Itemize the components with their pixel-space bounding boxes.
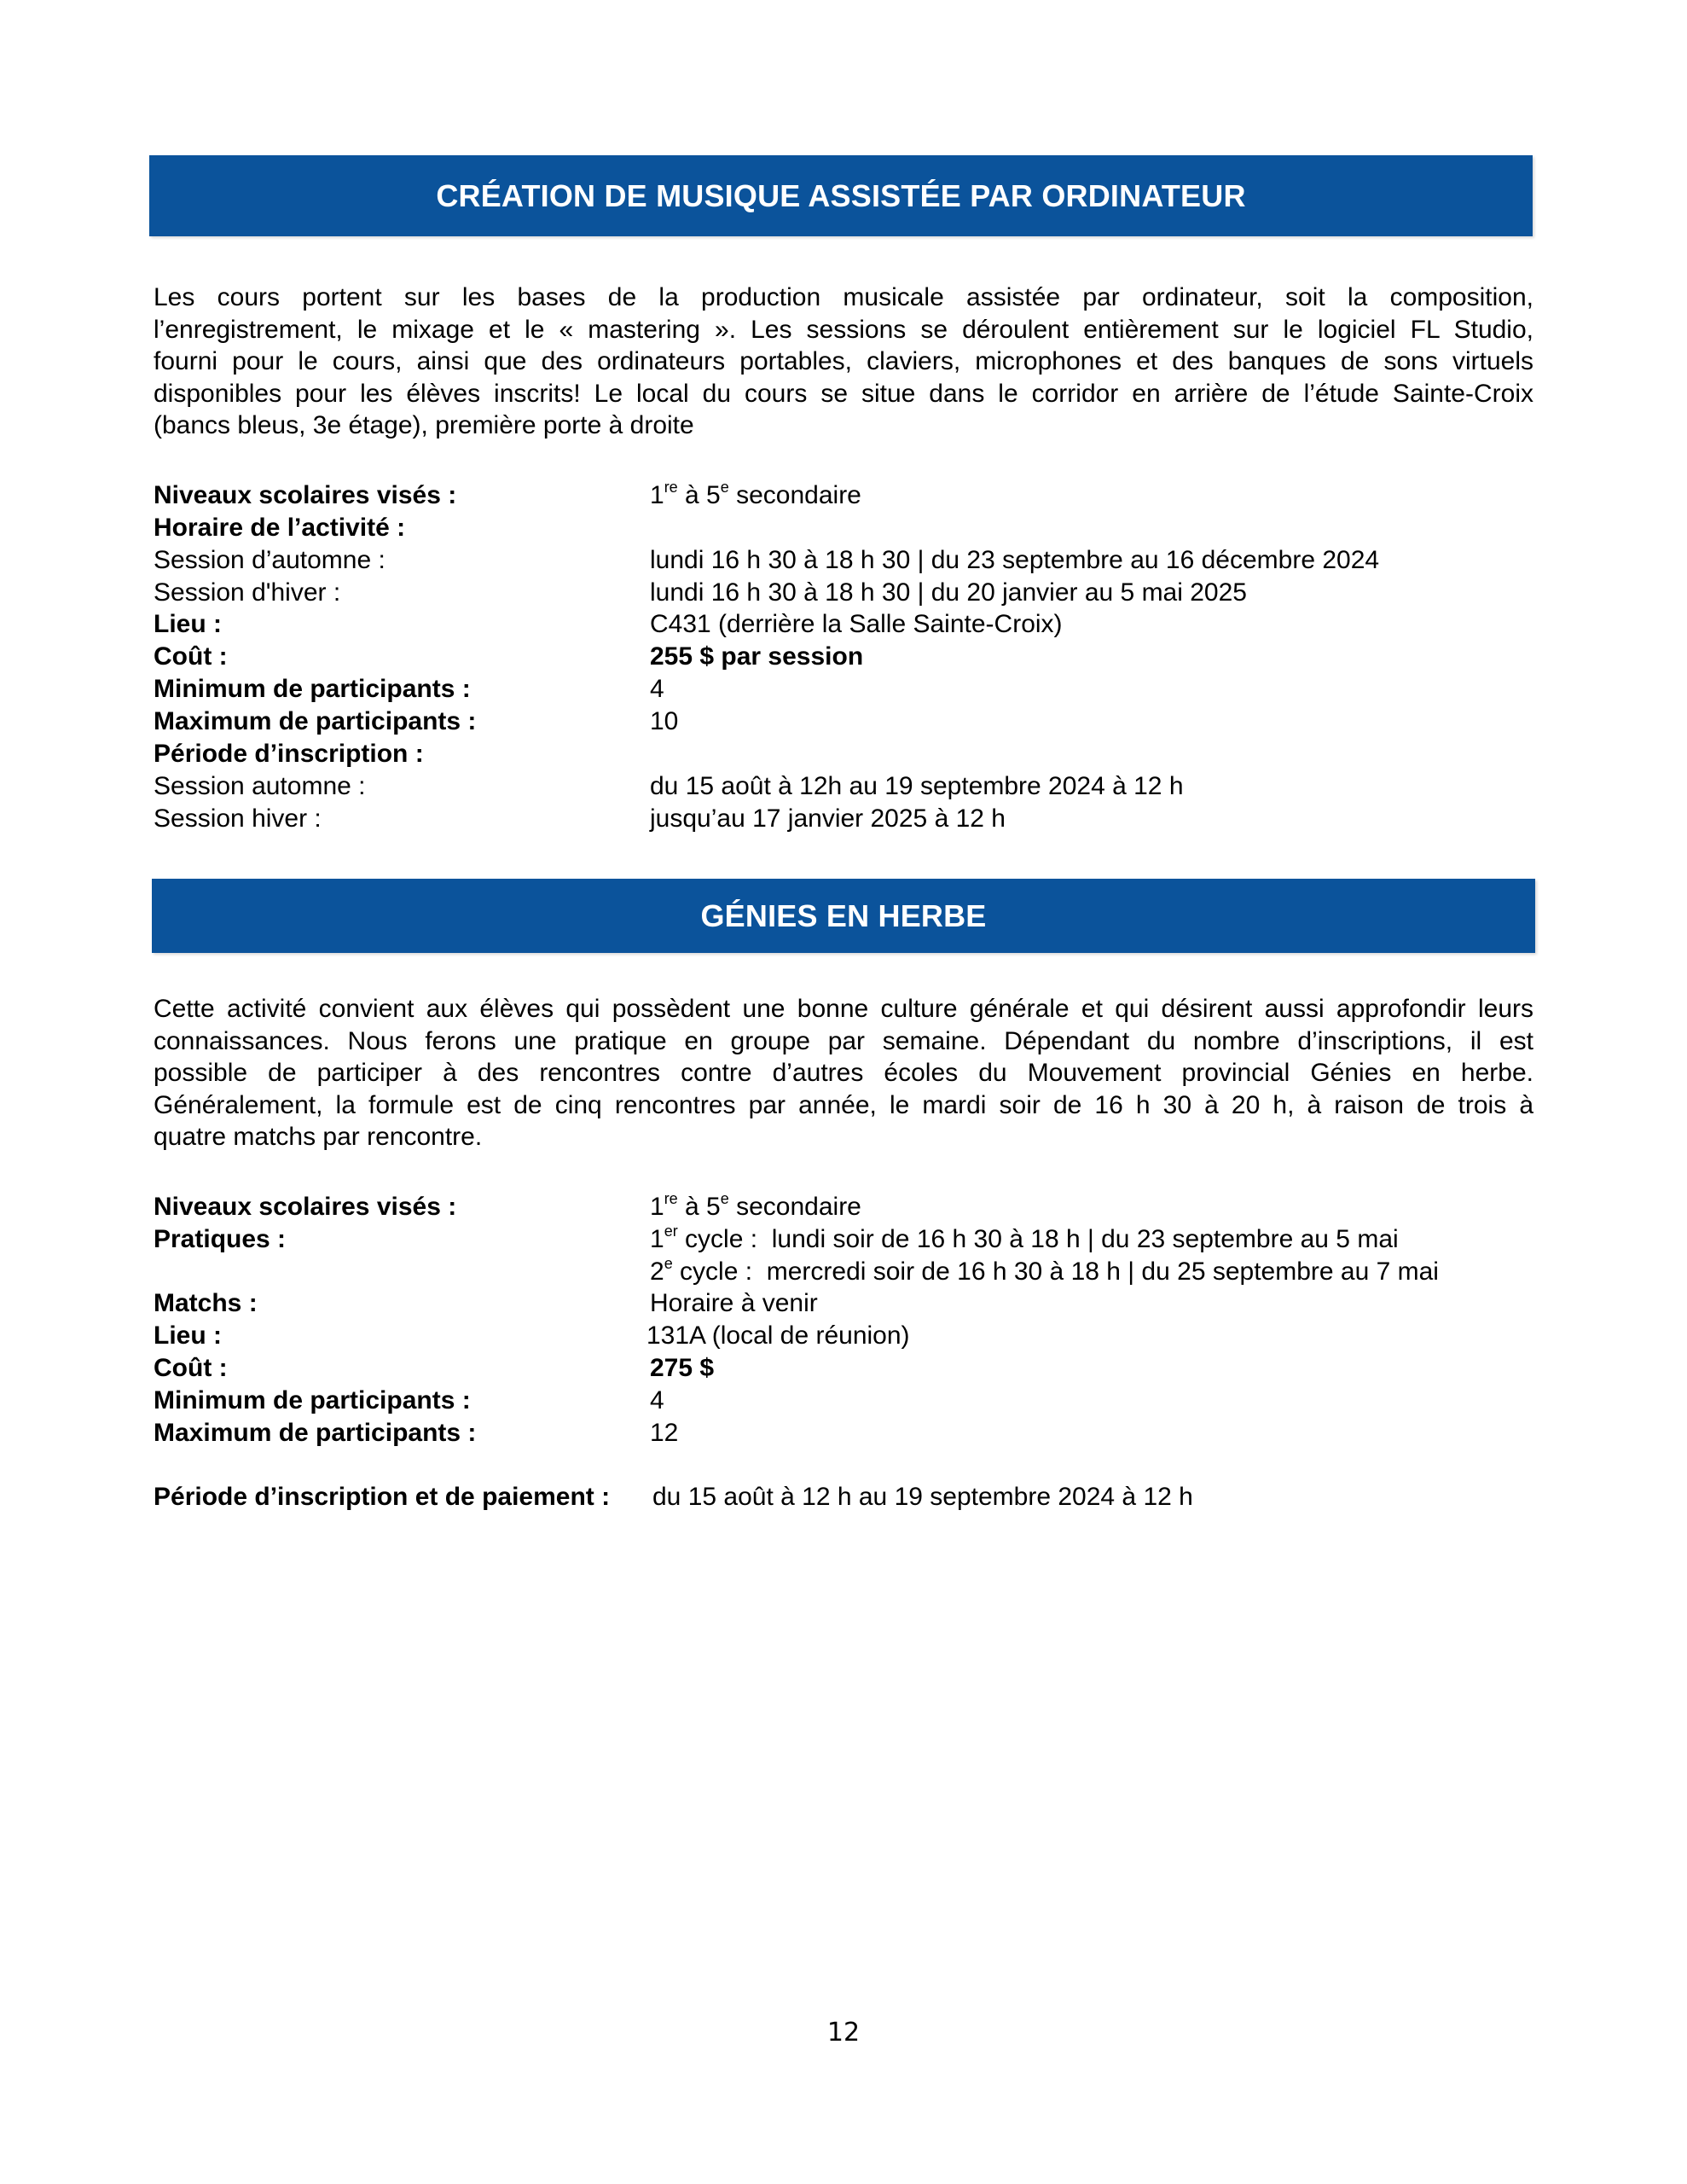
info-row-periode-automne <box>154 770 1535 803</box>
periode-automne-label: Session automne : <box>154 772 366 800</box>
info-row-niveaux <box>154 479 1535 512</box>
cycle2-value: 2e cycle : mercredi soir de 16 h 30 à 18 h | du 25 septembre au 7 mai <box>650 1255 1439 1286</box>
description-musique <box>154 282 1533 442</box>
section-title-musique: CRÉATION DE MUSIQUE ASSISTÉE PAR ORDINATEUR <box>436 177 1246 213</box>
maximum-value: 10 <box>650 707 679 735</box>
matchs-value: Horaire à venir <box>650 1289 818 1317</box>
info-row-matchs <box>154 1287 1535 1320</box>
info-row-cout <box>154 1352 1535 1385</box>
cycle1-value: 1er cycle : lundi soir de 16 h 30 à 18 h | du 23 septembre au 5 mai <box>650 1223 1399 1253</box>
matchs-label: Matchs : <box>154 1289 258 1317</box>
cout-label: Coût : <box>154 642 228 671</box>
cout-value: 255 $ par session <box>650 642 864 671</box>
lieu-label: Lieu : <box>154 610 222 638</box>
info-row-minimum <box>154 1385 1535 1417</box>
session-automne-label: Session d’automne : <box>154 546 386 574</box>
maximum-label: Maximum de participants : <box>154 707 477 735</box>
maximum-value: 12 <box>650 1419 679 1447</box>
periode-label: Période d’inscription : <box>154 740 424 768</box>
info-row-minimum <box>154 673 1535 706</box>
description-line: Cette activité convient aux élèves qui possèdent une bonne culture générale et qui désirent aussi approfondir leurs <box>154 995 1533 1023</box>
section-banner-musique <box>149 155 1533 236</box>
lieu-label: Lieu : <box>154 1321 222 1350</box>
info-row-pratiques <box>154 1223 1535 1256</box>
section-banner-genies <box>152 879 1535 953</box>
niveaux-label: Niveaux scolaires visés : <box>154 1193 457 1221</box>
description-line: fourni pour le cours, ainsi que des ordinateurs portables, claviers, microphones et des banques de sons virtuels <box>154 347 1533 375</box>
description-line: disponibles pour les élèves inscrits! Le local du cours se situe dans le corridor en arrière de l’étude Sainte-Croix <box>154 379 1533 408</box>
session-hiver-value: lundi 16 h 30 à 18 h 30 | du 20 janvier au 5 mai 2025 <box>650 578 1247 607</box>
info-row-session-automne <box>154 544 1535 577</box>
info-row-periode <box>154 738 1535 770</box>
session-hiver-label: Session d'hiver : <box>154 578 341 607</box>
periode-paiement-value: du 15 août à 12 h au 19 septembre 2024 à 12 h <box>652 1483 1193 1511</box>
cout-label: Coût : <box>154 1354 228 1382</box>
info-row-niveaux <box>154 1191 1535 1223</box>
niveaux-label: Niveaux scolaires visés : <box>154 481 457 509</box>
page-number: 12 <box>826 2018 861 2048</box>
info-row-horaire <box>154 512 1535 544</box>
info-row-lieu <box>154 1320 1535 1352</box>
maximum-label: Maximum de participants : <box>154 1419 477 1447</box>
minimum-value: 4 <box>650 1386 664 1414</box>
info-row-lieu <box>154 608 1535 641</box>
info-row-periode-paiement <box>154 1481 1535 1513</box>
periode-hiver-label: Session hiver : <box>154 804 322 833</box>
description-line: Généralement, la formule est de cinq rencontres par année, le mardi soir de 16 h 30 à 20 h, à raison de trois à <box>154 1090 1533 1119</box>
section-title-genies: GÉNIES EN HERBE <box>700 897 987 933</box>
horaire-label: Horaire de l’activité : <box>154 514 406 542</box>
lieu-value: 131A (local de réunion) <box>646 1321 910 1350</box>
minimum-value: 4 <box>650 675 664 703</box>
minimum-label: Minimum de participants : <box>154 675 471 703</box>
info-row-session-hiver <box>154 577 1535 609</box>
periode-automne-value: du 15 août à 12h au 19 septembre 2024 à 12 h <box>650 772 1184 800</box>
info-row-periode-hiver <box>154 803 1535 835</box>
pratiques-label: Pratiques : <box>154 1225 287 1253</box>
description-line: l’enregistrement, le mixage et le « mastering ». Les sessions se déroulent entièrement sur le logiciel FL Studio, <box>154 315 1533 344</box>
description-line: connaissances. Nous ferons une pratique en groupe par semaine. Dépendant du nombre d’inscriptions, il est <box>154 1026 1533 1055</box>
niveaux-value: 1re à 5e secondaire <box>650 479 861 509</box>
description-line: Les cours portent sur les bases de la production musicale assistée par ordinateur, soit la composition, <box>154 283 1533 311</box>
minimum-label: Minimum de participants : <box>154 1386 471 1414</box>
session-automne-value: lundi 16 h 30 à 18 h 30 | du 23 septembre au 16 décembre 2024 <box>650 546 1380 574</box>
description-line: (bancs bleus, 3e étage), première porte à droite <box>154 411 694 439</box>
description-line: quatre matchs par rencontre. <box>154 1123 483 1151</box>
info-row-maximum <box>154 706 1535 738</box>
periode-paiement-label: Période d’inscription et de paiement : <box>154 1483 611 1511</box>
info-row-cycle2 <box>154 1256 1535 1288</box>
lieu-value: C431 (derrière la Salle Sainte-Croix) <box>650 610 1063 638</box>
info-row-cout <box>154 641 1535 673</box>
info-row-maximum <box>154 1417 1535 1449</box>
description-line: possible de participer à des rencontres contre d’autres écoles du Mouvement provincial Génies en herbe. <box>154 1059 1533 1087</box>
periode-hiver-value: jusqu’au 17 janvier 2025 à 12 h <box>650 804 1006 833</box>
cout-value: 275 $ <box>650 1354 715 1382</box>
niveaux-value: 1re à 5e secondaire <box>650 1190 861 1221</box>
description-genies <box>154 993 1533 1153</box>
